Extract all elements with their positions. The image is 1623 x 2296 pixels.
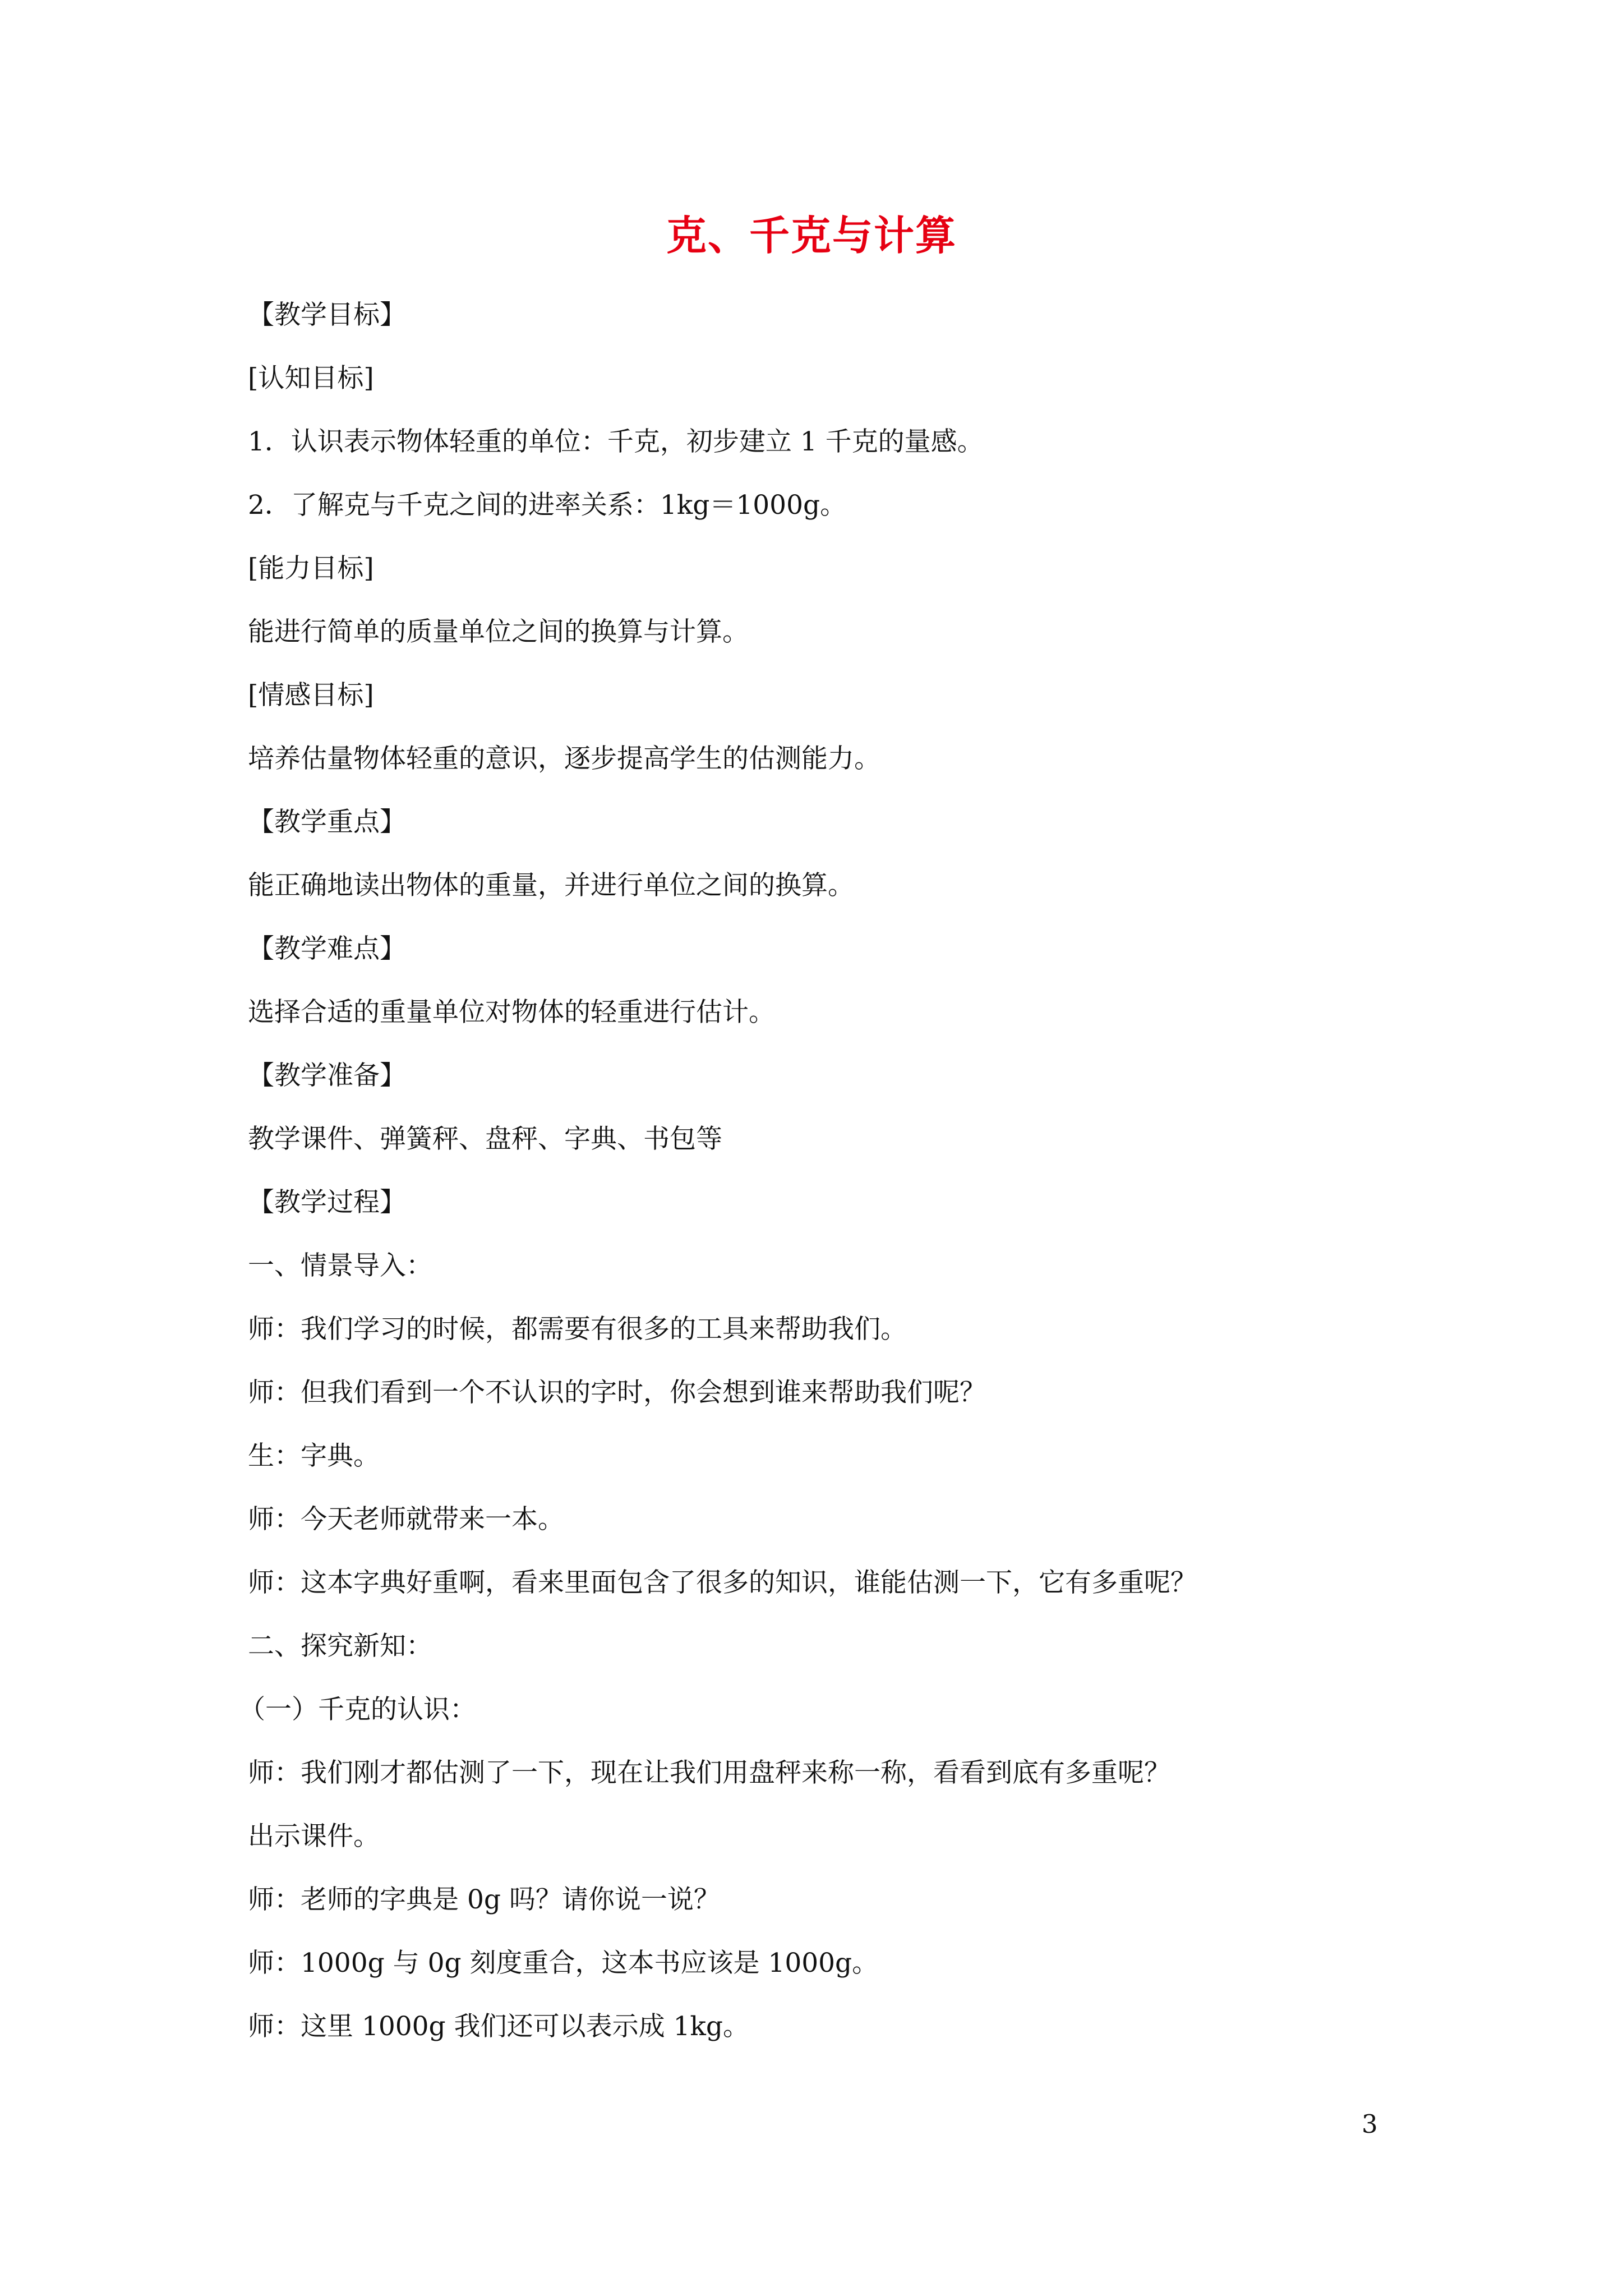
paragraph-line: 教学课件、弹簧秤、盘秤、字典、书包等	[248, 1124, 722, 1154]
dialogue-line: 师：但我们看到一个不认识的字时，你会想到谁来帮助我们呢？	[248, 1377, 986, 1408]
paragraph-line: 选择合适的重量单位对物体的轻重进行估计。	[248, 997, 775, 1028]
section-heading-key-points: 【教学重点】	[248, 807, 406, 838]
subheading-ability-goals: [能力目标]	[248, 553, 374, 584]
dialogue-line: 师：我们学习的时候，都需要有很多的工具来帮助我们。	[248, 1314, 907, 1345]
paragraph-line: 培养估量物体轻重的意识，逐步提高学生的估测能力。	[248, 743, 880, 774]
subheading-kilogram: （一）千克的认识：	[239, 1694, 476, 1725]
section-heading-difficulties: 【教学难点】	[248, 933, 406, 964]
dialogue-line: 师：我们刚才都估测了一下，现在让我们用盘秤来称一称，看看到底有多重呢？	[248, 1757, 1170, 1788]
page-number: 3	[1362, 2109, 1378, 2139]
paragraph-line: 出示课件。	[248, 1821, 380, 1852]
subheading-explore-new-knowledge: 二、探究新知：	[248, 1631, 432, 1662]
paragraph-line: 1．认识表示物体轻重的单位：千克，初步建立 1 千克的量感。	[248, 426, 984, 457]
subheading-emotional-goals: [情感目标]	[248, 680, 374, 711]
paragraph-line: 能正确地读出物体的重量，并进行单位之间的换算。	[248, 870, 854, 901]
section-heading-process: 【教学过程】	[248, 1187, 406, 1218]
dialogue-line: 师：1000g 与 0g 刻度重合，这本书应该是 1000g。	[248, 1948, 879, 1978]
paragraph-line: 能进行简单的质量单位之间的换算与计算。	[248, 616, 749, 647]
dialogue-line: 师：这本字典好重啊，看来里面包含了很多的知识，谁能估测一下，它有多重呢？	[248, 1567, 1197, 1598]
dialogue-line: 师：老师的字典是 0g 吗？请你说一说？	[248, 1884, 720, 1915]
document-title: 克、千克与计算	[666, 211, 957, 259]
subheading-cognitive-goals: [认知目标]	[248, 363, 374, 394]
section-heading-preparation: 【教学准备】	[248, 1060, 406, 1091]
section-heading-teaching-goals: 【教学目标】	[248, 300, 406, 330]
paragraph-line: 2．了解克与千克之间的进率关系：1kg＝1000g。	[248, 490, 847, 521]
dialogue-line: 师：今天老师就带来一本。	[248, 1504, 564, 1535]
subheading-introduction: 一、情景导入：	[248, 1250, 432, 1281]
dialogue-line: 生：字典。	[248, 1441, 380, 1471]
dialogue-line: 师：这里 1000g 我们还可以表示成 1kg。	[248, 2011, 749, 2042]
